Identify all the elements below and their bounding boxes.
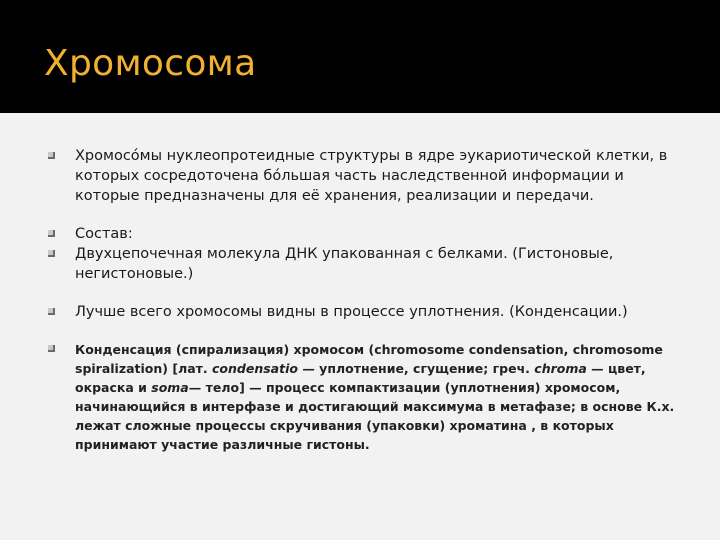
condensation-text-3: — цвет, окраска и: [75, 361, 646, 395]
bullet-condensation: [48, 340, 678, 454]
bullet-composition-heading: [48, 224, 678, 244]
bullet-composition-detail: [48, 244, 678, 284]
condensation-greek-chroma: chroma: [534, 361, 587, 376]
definition-text: нуклеопротеидные структуры в ядре эукариотической клетки, в которых сосредоточена бо́льшая часть наследственной информации и которые предназначены для её хранения, реализации и передачи.: [75, 148, 668, 204]
composition-detail-text: Двухцепочечная молекула ДНК упакованная с белками. (Гистоновые, негистоновые.): [75, 246, 614, 282]
condensation-text-4: — тело] — процесс компактизации (уплотнения) хромосом, начинающийся в интерфазе и достигающий максимума в метафазе; в основе К.х. лежат сложные процессы скручивания (упаковки) хроматина , в которых принимают участие различные гистоны.: [75, 380, 675, 452]
composition-heading-text: Состав:: [75, 226, 133, 242]
condensation-group: [48, 340, 678, 454]
slide-title: Хромосома: [44, 43, 257, 84]
condensation-greek-soma: soma: [151, 380, 189, 395]
bullet-square-icon: [48, 230, 55, 237]
condensation-text-2: — уплотнение, сгущение; греч.: [297, 361, 535, 376]
composition-group: [48, 224, 678, 284]
condensation-latin-term: condensatio: [212, 361, 298, 376]
definition-group: [48, 146, 678, 206]
bullet-square-icon: [48, 308, 55, 315]
definition-term: Хромосо́мы: [75, 148, 163, 164]
bullet-visibility: [48, 302, 678, 322]
condensation-text-1: Конденсация (спирализация) хромосом (chromosome condensation, chromosome spiralization) [лат.: [75, 342, 663, 376]
bullet-square-icon: [48, 152, 55, 159]
slide-body: [48, 146, 678, 472]
visibility-group: [48, 302, 678, 322]
bullet-definition: [48, 146, 678, 206]
visibility-text: Лучше всего хромосомы видны в процессе уплотнения. (Конденсации.): [75, 304, 628, 320]
bullet-square-icon: [48, 250, 55, 257]
bullet-square-icon: [48, 345, 55, 352]
